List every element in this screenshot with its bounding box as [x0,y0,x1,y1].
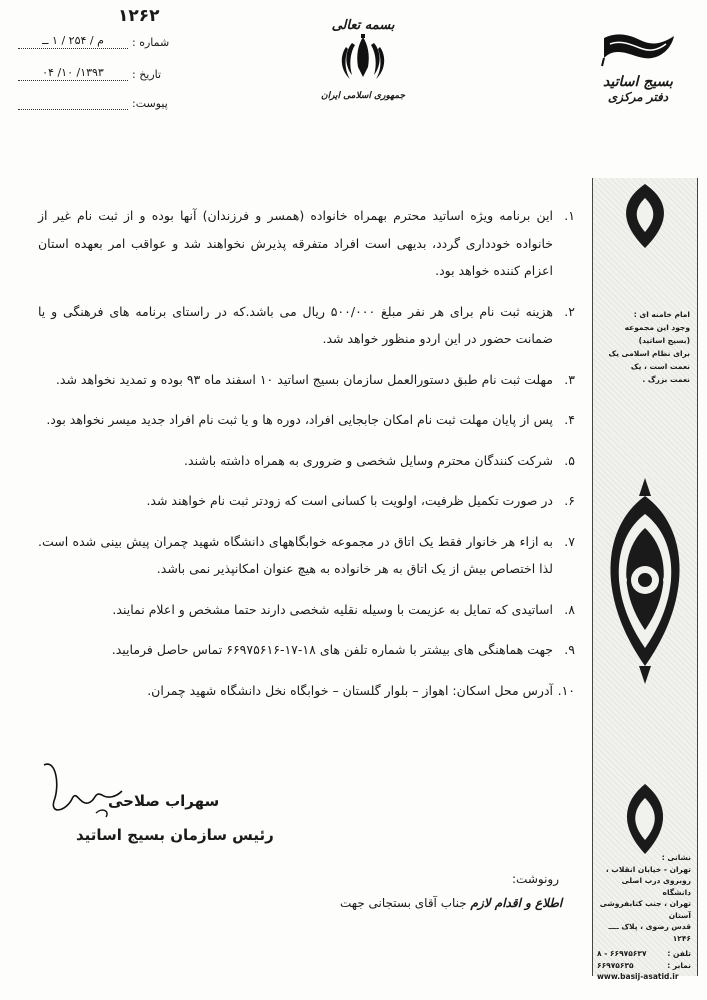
list-item [38,406,575,434]
number-row [18,34,169,49]
attachment-row [18,97,168,110]
item-number: ۳. [564,371,575,387]
signatory-title: رئیس سازمان بسیج اساتید [76,826,274,844]
side-quote-line: نعمت است ، یک [630,362,690,371]
item-number: ۶. [564,493,575,508]
cc-handwritten-note: اطلاع و اقدام لازم [470,896,563,910]
cc-label: رونوشت: [512,872,560,886]
phone-row [597,948,691,960]
basij-logo [588,30,688,104]
fax-label: نمابر : [667,960,691,970]
date-label: تاریخ : [132,68,162,81]
item-text: مهلت ثبت نام طبق دستورالعمل سازمان بسیج اساتید ۱۰ اسفند ماه ۹۳ بوده و تمدید نخواهد شد. [55,371,553,387]
item-text: شرکت کنندگان محترم وسایل شخصی و ضروری به همراه داشته باشند. [184,452,553,468]
item-text: اساتیدی که تمایل به عزیمت با وسیله نقلیه شخصی دارند حتما مشخص و اعلام نمایند. [112,601,553,617]
item-text: جهت هماهنگی های بیشتر با شماره تلفن های ۱۸-۱۷-۶۶۹۷۵۶۱۶ تماس حاصل فرمایید. [111,642,553,657]
handwritten-signature-icon [36,755,146,825]
office-name: دفتر مرکزی [607,90,669,104]
item-number: ۱. [564,208,575,223]
side-quote [600,308,690,386]
flag-logo-icon [598,30,678,68]
list-item [38,596,575,624]
address-line: روبروی درب اصلی دانشگاه [621,876,691,897]
number-label: شماره : [132,36,170,49]
number-value: م / ۲۵۴ / ۱ ــ [18,34,128,49]
address-line: تهران ، جنب کتابفروشی آستان [599,899,691,920]
fax-row [597,960,691,972]
phone-label: تلفن : [667,949,691,958]
item-text: آدرس محل اسکان: اهواز – بلوار گلستان – خوابگاه نخل دانشگاه شهید چمران. [147,682,553,698]
item-number: ۸. [564,601,575,617]
item-number: ۴. [564,412,575,427]
item-number: ۵. [564,452,575,468]
list-item [38,298,575,353]
item-text: هزینه ثبت نام برای هر نفر مبلغ ۵۰۰/۰۰۰ ریال می باشد.که در راستای برنامه های فرهنگی و یا ضمانت حضور در این اردو منظور خواهد شد. [38,303,554,346]
list-item [38,202,575,285]
list-item [38,636,575,664]
bismillah: بسمه تعالی [331,18,395,33]
address-label: نشانی : [661,853,691,862]
attachment-value [18,108,128,110]
emblem-block [318,18,408,101]
phone-value: ۶۶۹۷۵۶۳۷ - ۸ [597,949,647,958]
side-quote-line: وجود این مجموعه (بسیج اساتید) [624,323,690,345]
org-name: بسیج اساتید [603,74,673,90]
list-item [38,366,575,394]
list-item [38,487,575,515]
list-item [38,528,575,583]
side-quote-line: نعمت بزرگ . [642,375,690,384]
date-row [18,66,161,81]
cc-recipient [340,896,562,910]
handwritten-number: ۱۲۶۲ [118,6,160,26]
date-value: ۱۳۹۳/ ۱۰/ ۰۴ [18,66,128,81]
item-text: پس از پایان مهلت ثبت نام امکان جابجایی افراد، دوره ها و یا ثبت نام افراد جدید میسر نخواهد بود. [46,412,553,427]
address-line: تهران - خیابان انقلاب ، [605,864,691,874]
conditions-list [38,202,575,704]
cc-recipient-text: جناب آقای بستجانی جهت [340,896,467,910]
item-number: ۱۰. [557,682,575,698]
iran-emblem-icon [338,33,388,85]
side-quote-line: برای نظام اسلامی یک [608,349,690,358]
list-item [38,447,575,475]
fax-value: ۶۶۹۷۵۶۳۵ [597,960,634,970]
list-item [38,677,575,705]
country-name: جمهوری اسلامی ایران [320,91,406,101]
item-number: ۹. [564,642,575,657]
attachment-label: پیوست: [132,97,168,110]
item-text: به ازاء هر خانوار فقط یک اتاق در مجموعه خوابگاههای دانشگاه شهید چمران پیش بینی شده است. لذا اختصاص بیش از یک اتاق به هر خانواده به هیچ عنوان امکانپذیر نمی باشد. [38,533,553,576]
side-quote-line: امام خامنه ای : [633,310,690,319]
item-text: در صورت تکمیل ظرفیت، اولویت با کسانی است که زودتر ثبت نام خواهند شد. [146,493,553,508]
item-number: ۷. [564,533,575,549]
signatory-name: سهراب صلاحی [108,792,220,810]
website: www.basij-asatid.ir [597,972,679,981]
contact-footer [597,852,691,983]
address-line: قدس رضوی ، پلاک ــــ ۱۲۴۶ [608,922,691,943]
item-text: این برنامه ویژه اساتید محترم بهمراه خانواده (همسر و فرزندان) آنها بوده و از ثبت نام غیر از خانواده خودداری گردد، بدیهی است افراد متفرقه پذیرش نخواهند شد و عواقب امر بعهده استان اعزام کننده خواهد بود. [38,208,553,278]
item-number: ۲. [564,303,575,319]
